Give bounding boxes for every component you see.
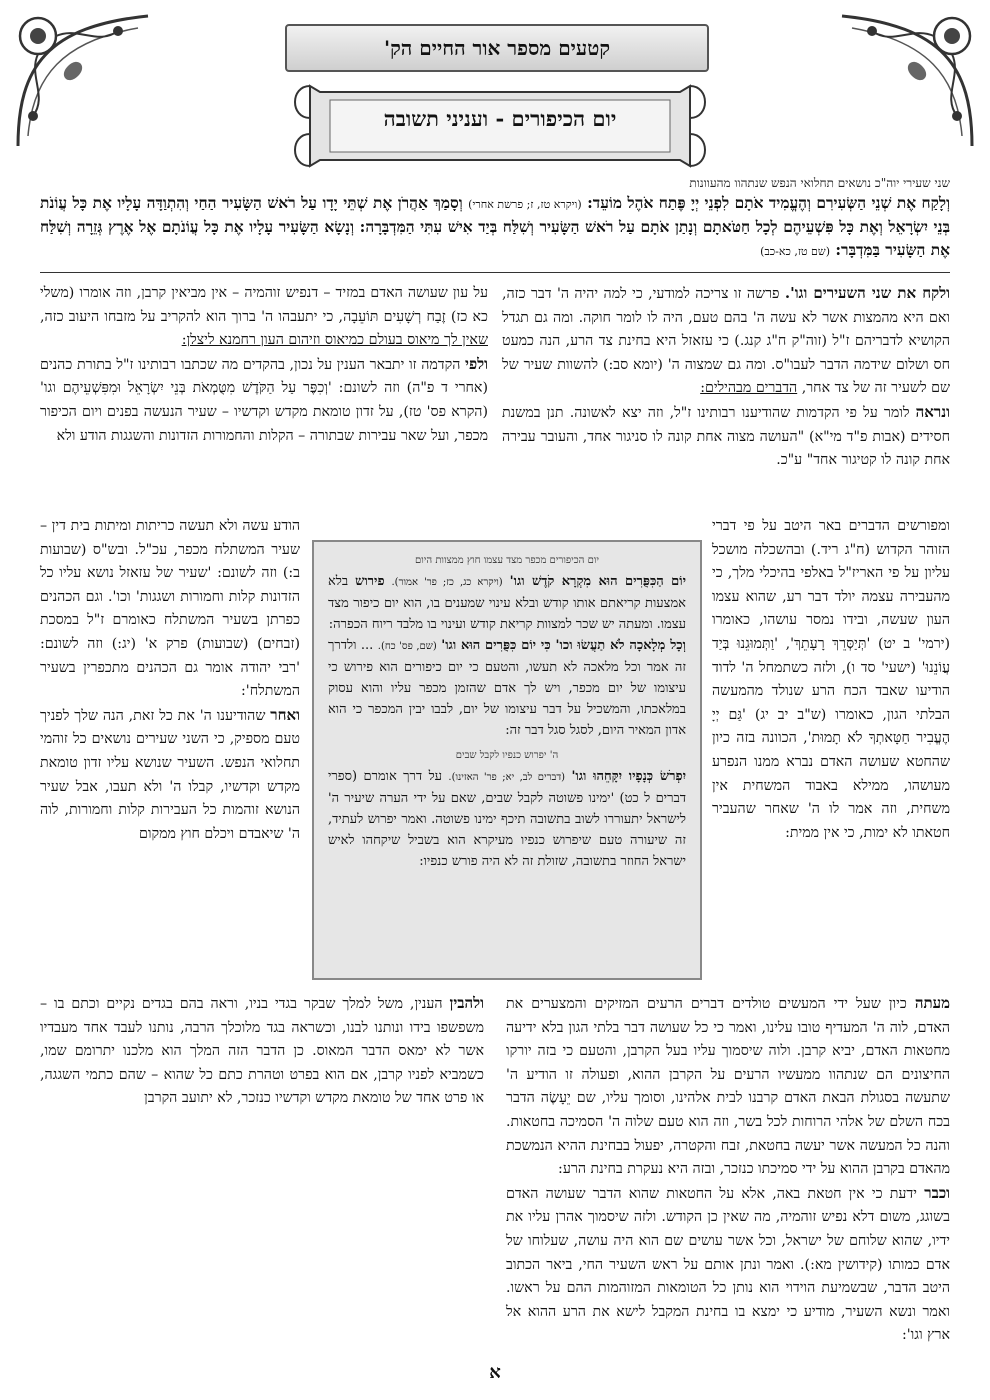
paragraph-lead: ואחר — [270, 705, 300, 724]
corner-ornament-top-right — [832, 6, 982, 156]
page-title: יום הכיפורים - ועניני תשובה — [383, 106, 617, 131]
box-caption: ה' יפרוש כנפיו לקבל שבים — [455, 750, 559, 761]
paragraph-underline: הדברים מבהילים: — [700, 380, 798, 397]
box-caption: יום הכיפורים מכפר מצד עצמו חוץ ממצוות היום — [414, 555, 599, 566]
paragraph-text: ומפורשים הדברים באר היטב על פי דברי הזוהר הקדוש (ח"ג ריד.) ובהשכלה מושכל עליון על פי האריז"ל באלפי בהיכלי מלך, כי מהעבירה עצמה יולד דבר רע, שהוא עצמו העון שעשה, ובידו נמסר עושהו, כאומרו (ירמי' ב יט) 'תְּיַסְּרֵךְ רָעָתֵךְ', 'וַתְּמוּגֵנוּ בְּיַד עֲוֹנֵנוּ' (ישעי' סד ו), ולזה כשתמחל ה' לדוד הודיעו שאבד הכח הרע שנולד מהמעשה הבלתי הגון, כאומרו (ש"ב יב יג) 'גַּם יְיָ הֶעֱבִיר חַטָּאתְךָ לֹא תָמוּת', הכוונה בזה כיון שהחטא שעושה האדם נברא ממנו הנפרע מעושהו, ממילא באבוד המשחית אין משחית, וזה אמר לו ה' שאחר שהעביר חטאתו לא ימות, כי אין ממית: — [712, 518, 950, 841]
box-text: בלא אמצעות קריאתם אותו קודש ובלא עינוי שמענים בו, הוא יום כיפור מצד עצמו. ומעתה יש שכר למצוות קריאת קודש ועינוי בו מלבד ריוח הכפרה: — [328, 574, 686, 632]
paragraph-text: הענין, משל למלך שבקר בגדי בניו, וראה בהם בגדים נקיים וכתם בו – משפשפו בידו ונותנו לבנו, וכשראה בגד מלוכלך הרבה, נותנו לעבד אחד מעבדיו אשר לא ימאס הדבר המאוס. כן הדבר הזה המלך הוא מלכנו יתרומם שמו, כשמביא לפניו קרבן, אם הוא בפרט וטהרת כתם כל שהוא – שהם כתמי השגגה, או פרט אחד של טומאת מקדש וקדשיו כנזכר, לא יתועב הקרבן — [40, 996, 484, 1107]
paragraph-lead: ולקח את שני השעירים וגו'. — [784, 284, 950, 302]
column-right-middle — [712, 515, 950, 845]
running-head: שני שעירי יוה"כ נושאים תחלואי הנפש שנתהוו מהעוונות — [689, 176, 950, 190]
paragraph-text: כיון שעל ידי המעשים טולדים דברים הרעים המזיקים והמצערים את האדם, לוה ה' המעדיף טובו עלינו, ואמר כי כל שעושה דבר בלתי הגון בלא ידיעה מחטאות האדם, יביא קרבן. ולוה שיסמוך עליו בעל הקרבן, והטעם כי בזה יורקו החיצונים הם שנתהוו ממעשיו הרעים על הקרבן ההוא, ופעולה זו הודיע ה' שתעשה בסגולת הבאת האדם קרבנו לבית אלהינו, וסומך עליו, שם יֵעָשֶׂה הדבר בכח השלם של אלהי הרוחות לכל בשר, וזה הוא טעם שלוה ה' הסמיכה בחטאות. והנה כל המעשה אשר יעשה בחטאת, זבח והקטרה, יפעול בבחינת ההיא הנמשכת מהאדם בקרבן ההוא על ידי סמיכתו כנזכר, ובזה היא נעקרת בחינת הרע: — [506, 996, 950, 1178]
verse-part-1: וְלָקַח אֶת שְׁנֵי הַשְּׂעִירִם וְהֶעֱמִיד אֹתָם לִפְנֵי יְיָ פֶּתַח אֹהֶל מוֹעֵד: — [587, 194, 951, 212]
box-lead: פירוש — [355, 574, 385, 589]
box-source: (דברים לב, יא; פר' האזינו). — [448, 772, 566, 783]
paragraph-lead: ולהבין — [449, 994, 484, 1012]
column-bottom — [40, 992, 950, 1352]
paragraph-lead: מעתה — [914, 994, 951, 1012]
column-left-top — [40, 282, 488, 448]
corner-ornament-top-left — [8, 6, 158, 156]
paragraph-lead: ונראה — [915, 402, 950, 421]
paragraph-text: שהודיענו ה' את כל זאת, הנה שלך לפניך טעם מספיק, כי השני שעירים נושאים כל זוהמי תחלואי הנפש. השעיר שנושא עליו זדון טומאת מקדש וקדשיו, קבלו ה' ולא תעבו, אבל שעיר הנושא זוהמות כל העבירות קלות וחמורות, לוה ה' שיאבדם ויכלם חוץ ממקום — [40, 707, 300, 842]
box-verse: יוֹם הַכִּפֻּרִים הוּא מִקְרָא קֹדֶשׁ וגו' — [509, 574, 686, 589]
paragraph-text: ידעת כי אין חטאת באה, אלא על החטאות שהוא הדבר שעושה האדם בשוגג, משום דלא נפיש זוהמיה, מה שאין כן הקודש. ולזה שיסמוך אהרן עליו את ידיו, שהוא שלוחם של ישראל, וכל אשר עושים שם הוא היה עושה, שעלוחו של אדם כמותו (קידושין מא:). ואמר ונתן אותם על ראש השעיר החי, ביאר הכתוב היטב הדבר, שבשמיעת הוידוי הוא נותן כל הטומאות המזוהמות ההם על ראשו. ואמר ונשא השעיר, מודיע כי ימצא בו בחינת המקבל לישא את הרע ההוא אל ארץ וגו': — [506, 1185, 950, 1344]
paragraph-text: על עון שעושה האדם במזיד – דנפיש זוהמיה – אין מביאין קרבן, וזה אומרו (משלי כא כז) זֶבַח רְשָׁעִים תּוֹעֵבָה, כי יתעבהו ה' ברוך הוא להקריב על מזבחו היעוב כזה, — [40, 285, 488, 325]
paragraph-text: פרשה זו צריכה למודעי, כי למה יהיה ה' דבר כזה, ואם היא מהמצות אשר לא עשה ה' בהם טעם, היה לו לומר חוקה. ומה גם תגדל הקושיא לדבריהם ז"ל (זוה"ק ח"ג קנג.) כי עזאזל היא בחינת צד הרע, הנה כמעט חס ושלום שידמה הדבר לעבו"ס. ומה גם שמצוה ה' (יומא סב:) להשוות שעיר של שם לשעיר זה של צד אחר, — [502, 286, 950, 397]
box-text: על דרך אומרם (ספרי דברים ל כט) 'ימינו פשוטה לקבל שבים, שאם על ידי הערה שיעיר ה' לישראל יתעוררו לשוב בתשובה תיכף ימינו פשוטה. ואמר יפרוש לעתיד, זה שיעורה טעם שיפרוש כנפיו מעיקרא הוא בשביל שיקחהו לאיש ישראל החוזר בתשובה, שזולת זה לא היה פורש כנפיו: — [328, 769, 686, 869]
sidebar-box — [312, 540, 702, 980]
paragraph-text: הקדמה זו יתבאר הענין על נכון, בהקדים מה שכתבו רבותינו ז"ל בתורת כהנים (אחרי ד פ"ה) וזה לשונם: 'וְכִפֶּר עַל הַקֹּדֶשׁ מִטֻּמְאֹת בְּנֵי יִשְׂרָאֵל וּמִפִּשְׁעֵיהֶם וגו' (הקרא פס' טז), על זדון טומאת מקדש וקדשיו – שעיר הנעשה בפנים ויום הכיפור מכפר, ועל שאר עבירות שבתורה – הקלות והחמורות הזדונות והשגגות הודע ולא — [40, 356, 488, 444]
source-banner — [285, 24, 709, 72]
source-banner-text: קטעים מספר אור החיים הק' — [383, 35, 611, 60]
paragraph-text: הודע עשה ולא תעשה כריתות ומיתות בית דין – שעיר המשתלח מכפר, עכ"ל. ובש"ס (שבועות ב:) וזה לשונם: 'שעיר של עזאזל נושא עליו כל הזדונות קלות וחמורות ושגגות' וכו'. וגם הכהנים כפרתן בשעיר המשתלח כאומרם ז"ל במסכת (זבחים) (שבועות) פרק א' (יג:) וזה לשונם: 'רבי יהודה אומר גם הכהנים מתכפרין בשעיר המשתלח': — [40, 518, 300, 700]
box-text: ... ולדרך זה אמר וכל מלאכה לא תעשו, והטעם כי יום כיפורים הוא פירוש כי עיצומו של יום מכפר, ויש לך אדם שהזמן מכפר עליו והוא עסוק במלאכתו, והמשכיל על דבר עיצומו של יום, לבבו יבין המכפר כי הוא אדון המאיר היום, לסגל סגל דבר זה: — [328, 638, 686, 738]
column-right-top — [502, 282, 950, 473]
paragraph-lead: וכבר — [924, 1183, 950, 1202]
verse-part-2: וְסָמַךְ אַהֲרֹן אֶת שְׁתֵּי יָדָו עַל רֹאשׁ הַשָּׂעִיר הַחַי וְהִתְוַדָּה עָלָיו אֶת כָּל עֲוֹנֹת בְּנֵי יִשְׂרָאֵל וְאֶת כָּל פִּשְׁעֵיהֶם לְכָל חַטֹּאתָם וְנָתַן אֹתָם עַל רֹאשׁ הַשָּׂעִיר וְשִׁלַּח בְּיַד אִישׁ עִתִּי הַמִּדְבָּרָה: וְנָשָׂא הַשָּׂעִיר עָלָיו אֶת כָּל עֲוֹנֹתָם אֶל אֶרֶץ גְּזֵרָה וְשִׁלַּח אֶת הַשָּׂעִיר בַּמִּדְבָּר: — [40, 194, 950, 259]
box-verse: וְכָל מְלָאכָה לֹא תַעֲשׂוּ וכו' כִּי יוֹם כִּפֻּרִים הוּא וגו' — [441, 638, 686, 653]
paragraph-underline: שאין לך מיאוס בעולם כמיאוס וזיהום העון רחמנא ליצלן: — [181, 332, 488, 349]
paragraph-text: לומר על פי הקדמות שהודיענו רבותינו ז"ל, וזה יצא לאשונה. תנן במשנת חסידים (אבות פ"ד מי"א) "העושה מצוה אחת קונה לו סניגור אחד, והעובר עבירה אחת קונה לו קטיגור אחד" ע"כ. — [502, 404, 950, 469]
main-verse — [40, 192, 950, 263]
title-scroll — [290, 78, 710, 174]
verse-source-2: (שם טז, כא-כב) — [760, 245, 830, 258]
page-number: א — [489, 1362, 501, 1383]
verse-source-1: (ויקרא טז, ז; פרשת אחרי) — [468, 198, 582, 211]
divider-line — [40, 272, 950, 273]
paragraph-lead: ולפי — [465, 354, 488, 373]
column-left-middle — [40, 515, 300, 846]
box-source: (שם, פס' כח). — [377, 641, 437, 652]
box-source: (ויקרא כג, כז; פר' אמור). — [391, 577, 503, 588]
box-verse: יִפְרֹשׂ כְּנָפָיו יִקָּחֵהוּ וגו' — [571, 769, 687, 784]
